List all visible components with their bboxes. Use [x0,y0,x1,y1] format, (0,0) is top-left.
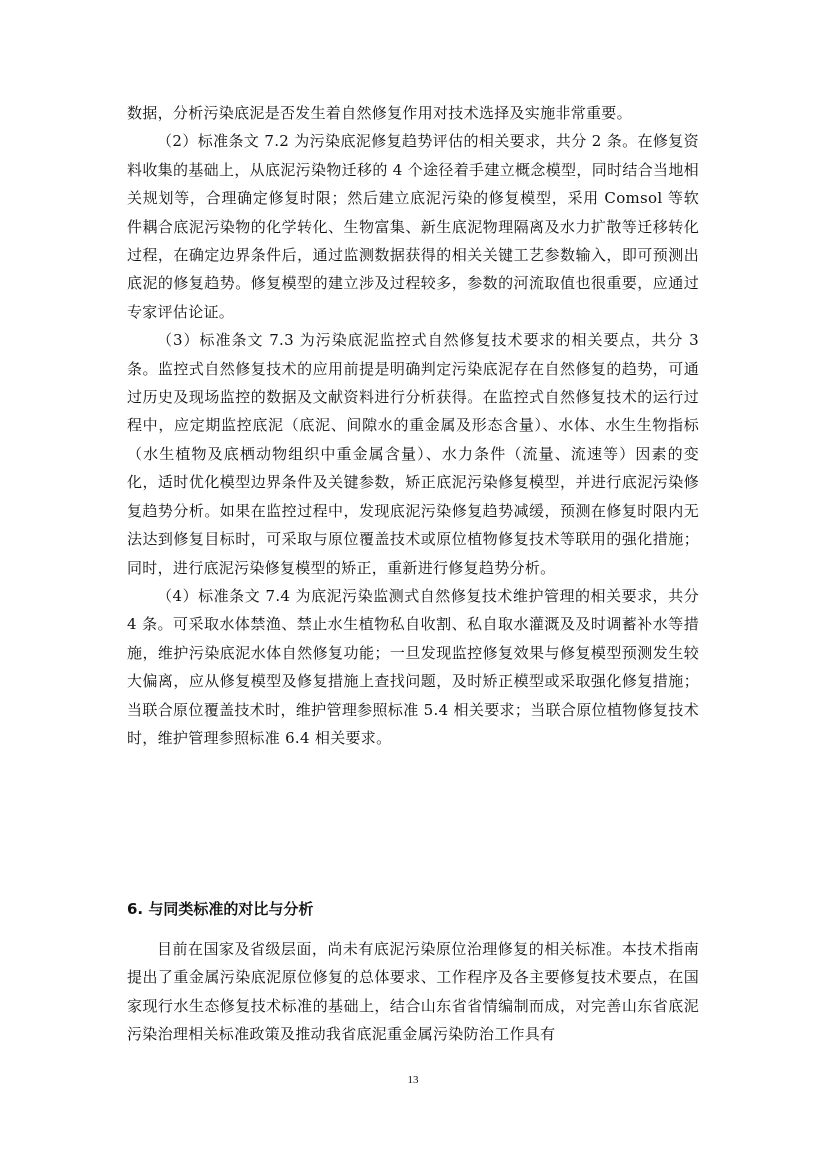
paragraph-continuation: 数据，分析污染底泥是否发生着自然修复作用对技术选择及实施非常重要。 [127,104,632,122]
body-text-lower [127,935,699,1049]
paragraph-7-3: （3）标准条文 7.3 为污染底泥监控式自然修复技术要求的相关要点，共分 3 条。监控式自然修复技术的应用前提是明确判定污染底泥存在自然修复的趋势，可通过历史及现场监控的数据及文献资料进行分析获得。在监控式自然修复技术的运行过程中，应定期监控底泥（底泥、间隙水的重金属及形态含量）、水体、水生生物指标（水生植物及底栖动物组织中重金属含量）、水力条件（流量、流速等）因素的变化，适时优化模型边界条件及关键参数，矫正底泥污染修复模型，并进行底泥污染修复趋势分析。如果在监控过程中，发现底泥污染修复趋势减缓，预测在修复时限内无法达到修复目标时，可采取与原位覆盖技术或原位植物修复技术等联用的强化措施；同时，进行底泥污染修复模型的矫正，重新进行修复趋势分析。 [127,331,699,577]
body-text-upper [127,99,699,752]
paragraph-7-4: （4）标准条文 7.4 为底泥污染监测式自然修复技术维护管理的相关要求，共分 4 条。可采取水体禁渔、禁止水生植物私自收割、私自取水灌溉及及时调蓄补水等措施，维护污染底泥水体自然修复功能；一旦发现监控修复效果与修复模型预测发生较大偏离，应从修复模型及修复措施上查找问题，及时矫正模型或采取强化修复措施；当联合原位覆盖技术时，维护管理参照标准 5.4 相关要求；当联合原位植物修复技术时，维护管理参照标准 6.4 相关要求。 [127,586,699,747]
page-number: 13 [407,1074,419,1086]
section-heading: 6. 与同类标准的对比与分析 [127,900,314,918]
paragraph-comparison: 目前在国家及省级层面，尚未有底泥污染原位治理修复的相关标准。本技术指南提出了重金属污染底泥原位修复的总体要求、工作程序及各主要修复技术要点，在国家现行水生态修复技术标准的基础上，结合山东省省情编制而成，对完善山东省底泥污染治理相关标准政策及推动我省底泥重金属污染防治工作具有 [127,940,699,1044]
paragraph-7-2: （2）标准条文 7.2 为污染底泥修复趋势评估的相关要求，共分 2 条。在修复资料收集的基础上，从底泥污染物迁移的 4 个途径着手建立概念模型，同时结合当地相关规划等，合理确定修复时限；然后建立底泥污染的修复模型，采用 Comsol 等软件耦合底泥污染物的化学转化、生物富集、新生底泥物理隔离及水力扩散等迁移转化过程，在确定边界条件后，通过监测数据获得的相关关键工艺参数输入，即可预测出底泥的修复趋势。修复模型的建立涉及过程较多，参数的河流取值也很重要，应通过专家评估论证。 [127,132,699,321]
